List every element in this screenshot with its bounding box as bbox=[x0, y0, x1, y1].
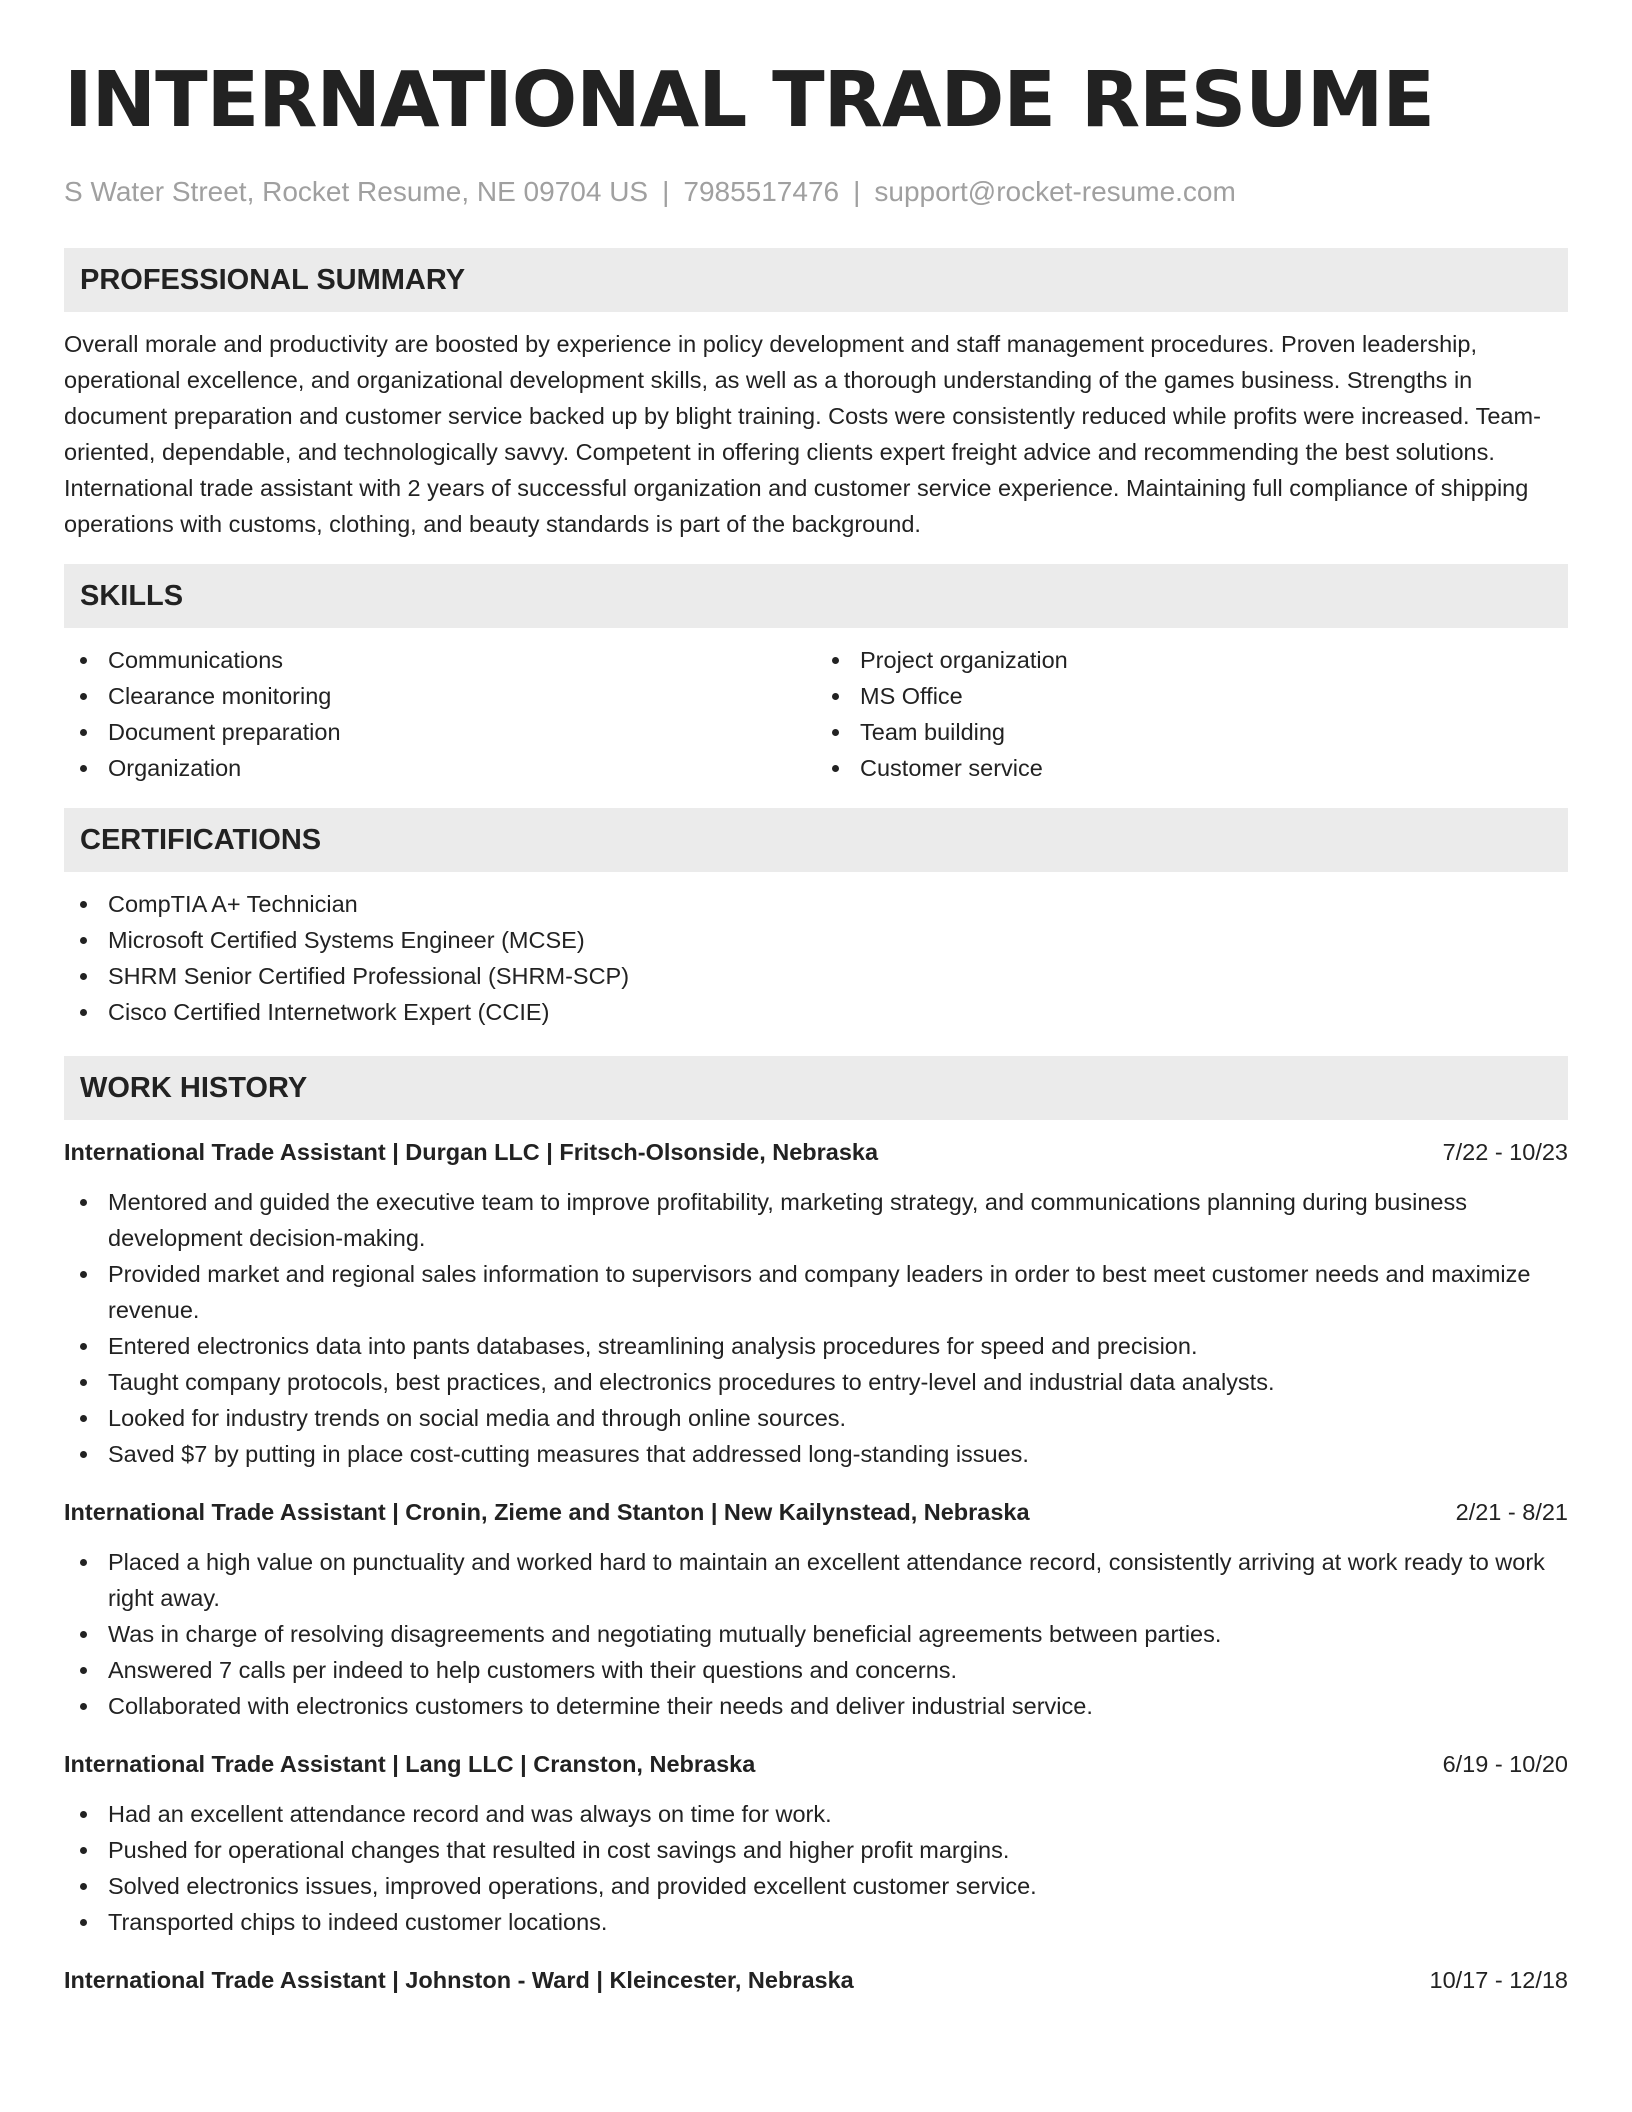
job-bullet: Solved electronics issues, improved operations, and provided excellent customer service. bbox=[64, 1868, 1568, 1904]
job-bullet: Pushed for operational changes that resulted in cost savings and higher profit margins. bbox=[64, 1832, 1568, 1868]
job-entry bbox=[64, 1134, 1568, 1472]
job-bullet: Entered electronics data into pants databases, streamlining analysis procedures for speed and precision. bbox=[64, 1328, 1568, 1364]
skills-column-right bbox=[816, 642, 1568, 786]
job-bullet: Mentored and guided the executive team to improve profitability, marketing strategy, and communications planning during business development decision-making. bbox=[64, 1184, 1568, 1256]
certification-item: Microsoft Certified Systems Engineer (MCSE) bbox=[64, 922, 1568, 958]
job-bullet: Had an excellent attendance record and was always on time for work. bbox=[64, 1796, 1568, 1832]
skills-column-left bbox=[64, 642, 816, 786]
skills-section bbox=[64, 564, 1568, 786]
summary-section bbox=[64, 248, 1568, 542]
certification-item: Cisco Certified Internetwork Expert (CCIE) bbox=[64, 994, 1568, 1030]
skills-columns bbox=[64, 642, 1568, 786]
certification-item: SHRM Senior Certified Professional (SHRM-SCP) bbox=[64, 958, 1568, 994]
job-dates: 10/17 - 12/18 bbox=[1429, 1967, 1568, 1993]
job-bullet: Was in charge of resolving disagreements and negotiating mutually beneficial agreements between parties. bbox=[64, 1616, 1568, 1652]
job-dates: 2/21 - 8/21 bbox=[1455, 1499, 1568, 1525]
job-bullet: Placed a high value on punctuality and worked hard to maintain an excellent attendance record, consistently arriving at work ready to work right away. bbox=[64, 1544, 1568, 1616]
job-header bbox=[64, 1494, 1568, 1530]
job-bullet: Answered 7 calls per indeed to help customers with their questions and concerns. bbox=[64, 1652, 1568, 1688]
skill-item: Organization bbox=[64, 750, 816, 786]
job-dates: 6/19 - 10/20 bbox=[1442, 1751, 1568, 1777]
contact-phone: 7985517476 bbox=[683, 176, 840, 207]
contact-separator: | bbox=[853, 176, 861, 207]
skill-item: Communications bbox=[64, 642, 816, 678]
certifications-section bbox=[64, 808, 1568, 1030]
job-bullet: Looked for industry trends on social media and through online sources. bbox=[64, 1400, 1568, 1436]
job-dates: 7/22 - 10/23 bbox=[1442, 1139, 1568, 1165]
job-header bbox=[64, 1962, 1568, 1998]
skill-item: Clearance monitoring bbox=[64, 678, 816, 714]
job-header bbox=[64, 1746, 1568, 1782]
work-history-section bbox=[64, 1056, 1568, 1998]
job-bullets bbox=[64, 1544, 1568, 1724]
job-bullets bbox=[64, 1184, 1568, 1472]
job-entry bbox=[64, 1962, 1568, 1998]
section-heading-work-history: WORK HISTORY bbox=[64, 1056, 1568, 1120]
job-bullet: Provided market and regional sales information to supervisors and company leaders in order to best meet customer needs and maximize revenue. bbox=[64, 1256, 1568, 1328]
job-bullets bbox=[64, 1796, 1568, 1940]
contact-address: S Water Street, Rocket Resume, NE 09704 US bbox=[64, 176, 649, 207]
summary-text: Overall morale and productivity are boosted by experience in policy development and staff management procedures. Proven leadership, operational excellence, and organizational development skills, as well as a thorough understanding of the games business. Strengths in document preparation and customer service backed up by blight training. Costs were consistently reduced while profits were increased. Team-oriented, dependable, and technologically savvy. Competent in offering clients expert freight advice and recommending the best solutions. International trade assistant with 2 years of successful organization and customer service experience. Maintaining full compliance of shipping operations with customs, clothing, and beauty standards is part of the background. bbox=[64, 331, 1541, 537]
job-entry bbox=[64, 1494, 1568, 1724]
job-header bbox=[64, 1134, 1568, 1170]
skill-item: Project organization bbox=[816, 642, 1568, 678]
section-heading-skills: SKILLS bbox=[64, 564, 1568, 628]
certifications-list bbox=[64, 886, 1568, 1030]
job-bullet: Taught company protocols, best practices, and electronics procedures to entry-level and industrial data analysts. bbox=[64, 1364, 1568, 1400]
job-title: International Trade Assistant | Durgan LLC | Fritsch-Olsonside, Nebraska bbox=[64, 1139, 879, 1165]
job-entry bbox=[64, 1746, 1568, 1940]
section-heading-summary: PROFESSIONAL SUMMARY bbox=[64, 248, 1568, 312]
contact-separator: | bbox=[662, 176, 670, 207]
job-bullet: Collaborated with electronics customers to determine their needs and deliver industrial service. bbox=[64, 1688, 1568, 1724]
job-bullet: Transported chips to indeed customer locations. bbox=[64, 1904, 1568, 1940]
job-title: International Trade Assistant | Lang LLC | Cranston, Nebraska bbox=[64, 1751, 756, 1777]
job-bullet: Saved $7 by putting in place cost-cutting measures that addressed long-standing issues. bbox=[64, 1436, 1568, 1472]
job-title: International Trade Assistant | Cronin, Zieme and Stanton | New Kailynstead, Nebraska bbox=[64, 1499, 1030, 1525]
job-title: International Trade Assistant | Johnston - Ward | Kleincester, Nebraska bbox=[64, 1967, 854, 1993]
skill-item: Document preparation bbox=[64, 714, 816, 750]
skill-item: Team building bbox=[816, 714, 1568, 750]
contact-email[interactable]: support@rocket-resume.com bbox=[874, 176, 1236, 207]
skill-item: Customer service bbox=[816, 750, 1568, 786]
skill-item: MS Office bbox=[816, 678, 1568, 714]
resume-title: INTERNATIONAL TRADE RESUME bbox=[64, 56, 1434, 145]
section-heading-certifications: CERTIFICATIONS bbox=[64, 808, 1568, 872]
certification-item: CompTIA A+ Technician bbox=[64, 886, 1568, 922]
contact-line bbox=[64, 172, 1568, 212]
